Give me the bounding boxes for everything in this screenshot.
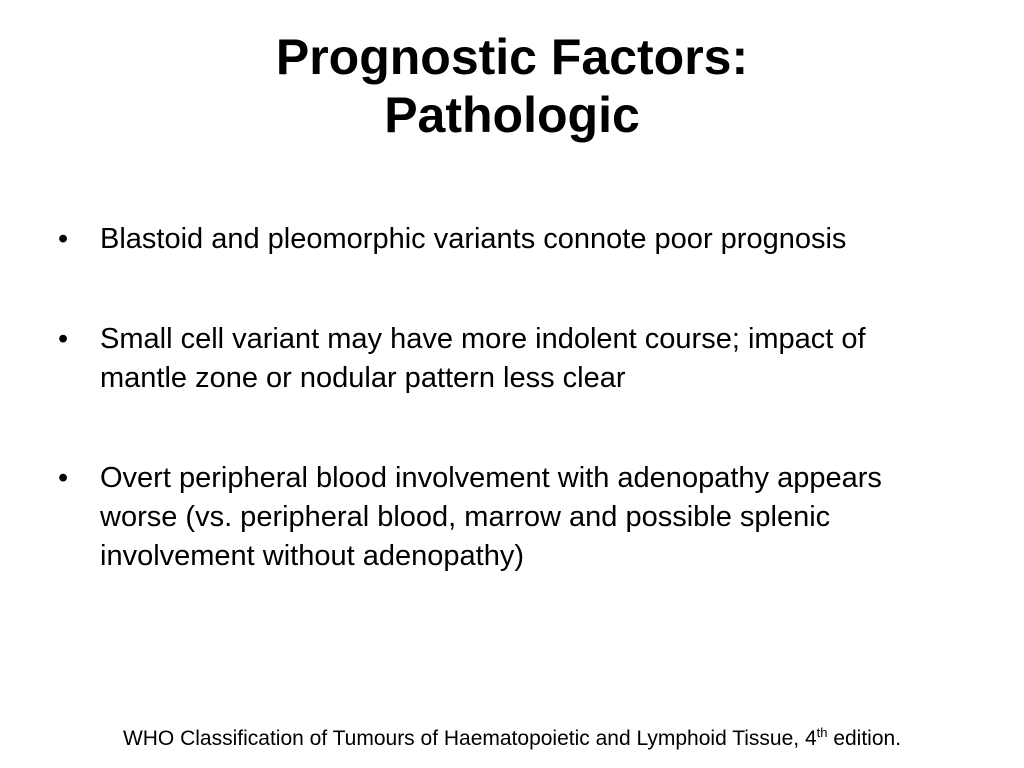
bullet-list — [56, 220, 956, 637]
bullet-text: Blastoid and pleomorphic variants connote poor prognosis — [100, 223, 847, 255]
bullet-item — [56, 220, 956, 259]
slide-title — [0, 28, 1024, 144]
bullet-dot-icon: • — [58, 223, 69, 255]
citation-text: WHO Classification of Tumours of Haematopoietic and Lymphoid Tissue, 4 — [122, 727, 817, 750]
slide-title-line-2: Pathologic — [384, 87, 640, 143]
bullet-item — [56, 320, 956, 398]
bullet-text: Small cell variant may have more indolent course; impact of mantle zone or nodular pattern less clear — [100, 323, 866, 394]
bullet-item — [56, 459, 956, 576]
citation-text-end: edition. — [827, 727, 902, 750]
bullet-text: Overt peripheral blood involvement with adenopathy appears worse (vs. peripheral blood, marrow and possible splenic involvement without adenopathy) — [100, 462, 882, 572]
bullet-dot-icon: • — [58, 323, 69, 355]
citation-superscript: th — [816, 725, 828, 740]
citation-footer — [0, 724, 1024, 754]
bullet-dot-icon: • — [58, 462, 69, 494]
slide-title-line-1: Prognostic Factors: — [275, 29, 749, 85]
